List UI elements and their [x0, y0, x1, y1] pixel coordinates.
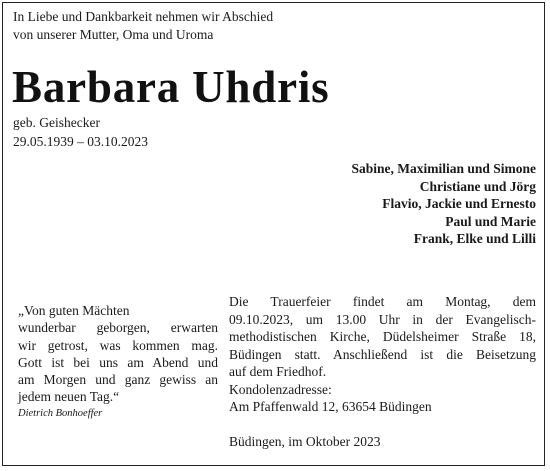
- condolence-label: Kondolenzadresse:: [229, 381, 332, 397]
- place-date: Büdingen, im Oktober 2023: [229, 434, 381, 449]
- condolence-address: Am Pfaffenwald 12, 63654 Büdingen: [229, 399, 432, 414]
- mourner-line: Paul und Marie: [445, 213, 536, 229]
- spacer: [229, 416, 536, 434]
- intro-line-2: von unserer Mutter, Oma und Uroma: [13, 27, 214, 42]
- funeral-line: Büdingen statt. Anschließend ist die Beisetzung: [229, 346, 536, 362]
- quote-line: „Von guten Mächten: [18, 303, 130, 318]
- birth-name: geb. Geishecker: [13, 115, 100, 130]
- mourner-line: Flavio, Jackie und Ernesto: [382, 196, 536, 212]
- deceased-name: Barbara Uhdris: [12, 62, 330, 112]
- mourner-line: Christiane und Jörg: [419, 178, 536, 194]
- quote-line: jedem neuen Tag.“: [18, 389, 120, 405]
- intro-text: [13, 8, 273, 44]
- funeral-line: 09.10.2023, um 13.00 Uhr in der Evangelisch-: [229, 311, 536, 327]
- funeral-line: auf dem Friedhof.: [229, 364, 327, 379]
- bonhoeffer-quote: [18, 302, 218, 421]
- intro-line-1: In Liebe und Dankbarkeit nehmen wir Abschied: [13, 9, 274, 24]
- mourners-list: [351, 160, 536, 248]
- mourner-line: Frank, Elke und Lilli: [413, 231, 536, 247]
- funeral-line: Die Trauerfeier findet am Montag, dem: [229, 294, 536, 309]
- quote-line: am Morgen und ganz gewiss an: [18, 372, 218, 388]
- quote-line: wunderbar geborgen, erwarten: [18, 320, 218, 336]
- funeral-line: methodistischen Kirche, Düdelsheimer Straße 18,: [229, 329, 536, 344]
- quote-line: wir getrost, was kommen mag.: [18, 337, 218, 353]
- funeral-info: [229, 293, 536, 451]
- mourner-line: Sabine, Maximilian und Simone: [351, 161, 536, 176]
- quote-line: Gott ist bei uns am Abend und: [18, 354, 218, 370]
- life-dates: 29.05.1939 – 03.10.2023: [13, 134, 148, 149]
- quote-author: Dietrich Bonhoeffer: [18, 407, 103, 419]
